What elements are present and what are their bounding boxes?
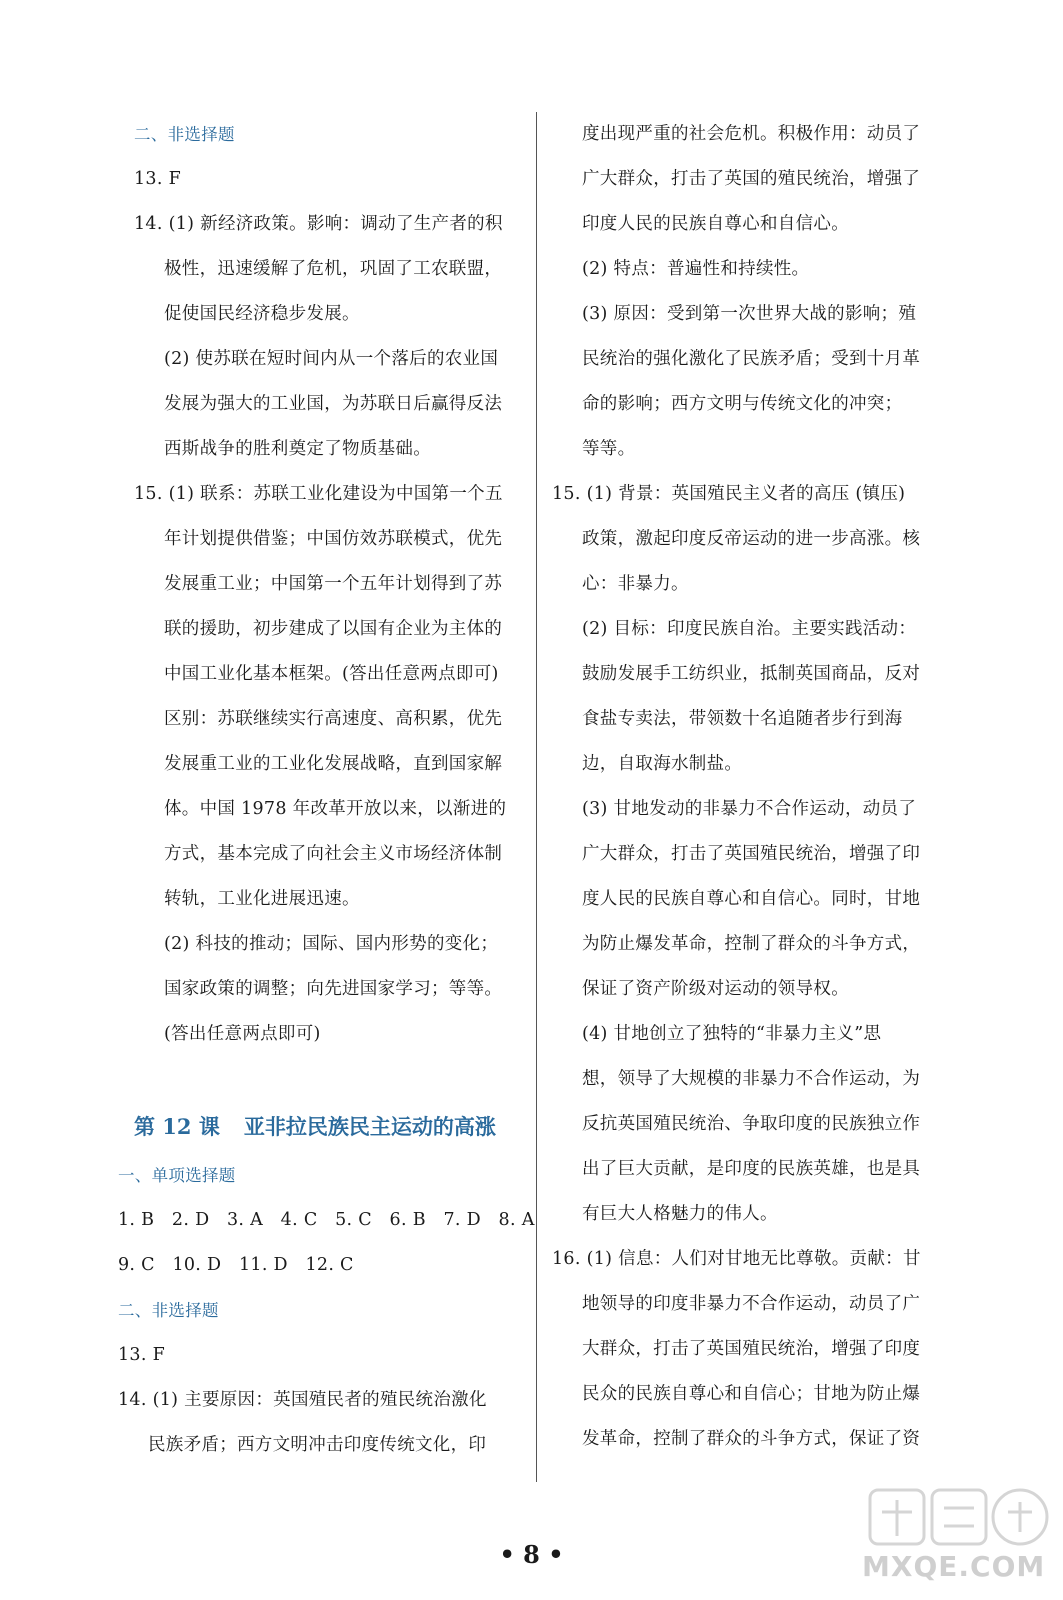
- answer-14-cont-line: 等等。: [582, 439, 636, 459]
- answer-15-line: 边，自取海水制盐。: [582, 754, 743, 774]
- answer-13: 13. F: [134, 169, 182, 189]
- left-column: [118, 112, 535, 1468]
- answer-14-line: 14. (1) 主要原因：英国殖民者的殖民统治激化: [118, 1390, 487, 1410]
- answer-16-line: 发革命，控制了群众的斗争方式，保证了资: [582, 1429, 921, 1449]
- answer-15-line: 区别：苏联继续实行高速度、高积累，优先: [164, 709, 503, 729]
- answer-14-cont-line: 度出现严重的社会危机。积极作用：动员了: [582, 124, 921, 144]
- section-title: 一、单项选择题: [118, 1166, 236, 1185]
- answer-15-line: 广大群众，打击了英国殖民统治，增强了印: [582, 844, 921, 864]
- lesson-heading: [118, 1101, 518, 1153]
- answer-15-line: 15. (1) 背景：英国殖民主义者的高压 (镇压): [552, 484, 906, 504]
- answer-14-line: (2) 使苏联在短时间内从一个落后的农业国: [164, 349, 499, 369]
- answer-15-line: 体。中国 1978 年改革开放以来，以渐进的: [164, 799, 507, 819]
- answer-16-line: 民众的民族自尊心和自信心；甘地为防止爆: [582, 1384, 921, 1404]
- answer-15-line: 年计划提供借鉴；中国仿效苏联模式，优先: [164, 529, 503, 549]
- answer-15-line: 保证了资产阶级对运动的领导权。: [582, 979, 849, 999]
- answer-14-cont-line: 命的影响；西方文明与传统文化的冲突；: [582, 394, 903, 414]
- answer-14-cont-line: 印度人民的民族自尊心和自信心。: [582, 214, 849, 234]
- answer-15-line: (答出任意两点即可): [164, 1024, 321, 1044]
- answer-15-line: 方式，基本完成了向社会主义市场经济体制: [164, 844, 503, 864]
- answer-14-line: 民族矛盾；西方文明冲击印度传统文化，印: [148, 1435, 487, 1455]
- answer-15-line: 国家政策的调整；向先进国家学习；等等。: [164, 979, 503, 999]
- answer-14-line: 促使国民经济稳步发展。: [164, 304, 360, 324]
- watermark: [862, 1482, 1052, 1592]
- watermark-text: MXQE.COM: [862, 1550, 1046, 1583]
- answer-14-cont-line: 民统治的强化激化了民族矛盾；受到十月革: [582, 349, 921, 369]
- answer-15-line: 出了巨大贡献，是印度的民族英雄，也是具: [582, 1159, 921, 1179]
- answer-15-line: (3) 甘地发动的非暴力不合作运动，动员了: [582, 799, 917, 819]
- answer-15-line: 食盐专卖法，带领数十名追随者步行到海: [582, 709, 903, 729]
- right-column: [552, 112, 947, 1462]
- answer-15-line: 想，领导了大规模的非暴力不合作运动，为: [582, 1069, 921, 1089]
- section-title: 二、非选择题: [118, 1301, 219, 1320]
- section-title: 二、非选择题: [134, 125, 235, 144]
- answer-14-cont-line: 广大群众，打击了英国的殖民统治，增强了: [582, 169, 921, 189]
- answer-15-line: 发展重工业的工业化发展战略，直到国家解: [164, 754, 503, 774]
- answer-14-line: 14. (1) 新经济政策。影响：调动了生产者的积: [134, 214, 503, 234]
- answer-15-line: 反抗英国殖民统治、争取印度的民族独立作: [582, 1114, 921, 1134]
- answer-15-line: 心：非暴力。: [582, 574, 689, 594]
- lesson-title: 亚非拉民族民主运动的高涨: [243, 1114, 496, 1139]
- answer-15-line: 鼓励发展手工纺织业，抵制英国商品，反对: [582, 664, 921, 684]
- answer-15-line: 度人民的民族自尊心和自信心。同时，甘地: [582, 889, 921, 909]
- page-number: • 8 •: [499, 1540, 564, 1569]
- answer-15-line: (2) 目标：印度民族自治。主要实践活动：: [582, 619, 917, 639]
- answer-15-line: 发展重工业；中国第一个五年计划得到了苏: [164, 574, 503, 594]
- answer-14-cont-line: (3) 原因：受到第一次世界大战的影响；殖: [582, 304, 917, 324]
- answer-15-line: 中国工业化基本框架。(答出任意两点即可): [164, 664, 499, 684]
- answer-15-line: 为防止爆发革命，控制了群众的斗争方式，: [582, 934, 921, 954]
- answer-15-line: (4) 甘地创立了独特的“非暴力主义”思: [582, 1024, 882, 1044]
- answer-14-line: 西斯战争的胜利奠定了物质基础。: [164, 439, 431, 459]
- answer-14-cont-line: (2) 特点：普遍性和持续性。: [582, 259, 810, 279]
- answer-16-line: 地领导的印度非暴力不合作运动，动员了广: [582, 1294, 921, 1314]
- lesson-number: 第 12 课: [134, 1114, 220, 1139]
- watermark-logo-icon: [862, 1482, 1052, 1552]
- answer-14-line: 极性，迅速缓解了危机，巩固了工农联盟，: [164, 259, 503, 279]
- answer-15-line: 转轨，工业化进展迅速。: [164, 889, 360, 909]
- answer-15-line: (2) 科技的推动；国际、国内形势的变化；: [164, 934, 499, 954]
- answer-15-line: 有巨大人格魅力的伟人。: [582, 1204, 778, 1224]
- answer-15-line: 15. (1) 联系：苏联工业化建设为中国第一个五: [134, 484, 503, 504]
- answer-13: 13. F: [118, 1345, 166, 1365]
- column-divider: [536, 112, 537, 1482]
- answer-16-line: 大群众，打击了英国殖民统治，增强了印度: [582, 1339, 921, 1359]
- answer-15-line: 联的援助，初步建成了以国有企业为主体的: [164, 619, 503, 639]
- mc-answers-row: 9. C 10. D 11. D 12. C: [118, 1255, 354, 1275]
- mc-answers-row: 1. B 2. D 3. A 4. C 5. C 6. B 7. D 8. A: [118, 1210, 535, 1230]
- answer-14-line: 发展为强大的工业国，为苏联日后赢得反法: [164, 394, 503, 414]
- answer-16-line: 16. (1) 信息：人们对甘地无比尊敬。贡献：甘: [552, 1249, 921, 1269]
- answer-15-line: 政策，激起印度反帝运动的进一步高涨。核: [582, 529, 921, 549]
